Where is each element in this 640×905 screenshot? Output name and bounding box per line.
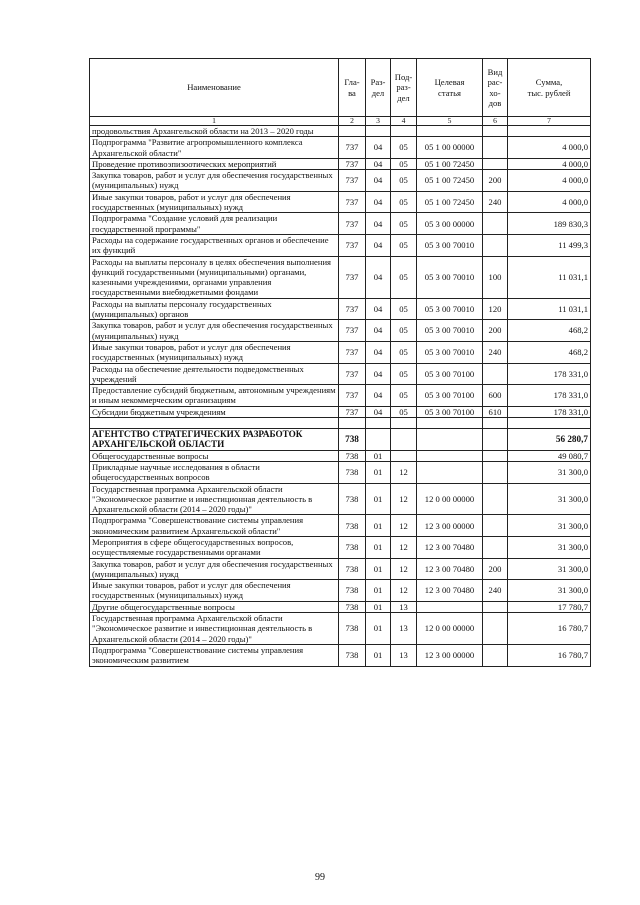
row-section: 04 xyxy=(366,320,391,342)
table-row xyxy=(90,536,591,558)
row-target-article: 05 3 00 70010 xyxy=(417,320,483,342)
row-name: Иные закупки товаров, работ и услуг для обеспечения государственных (муниципальных) нужд xyxy=(90,580,339,602)
row-name: Государственная программа Архангельской области "Экономическое развитие и инвестиционная деятельность в Архангельской области (2014 – 2020 годы)" xyxy=(90,613,339,645)
row-expense-type xyxy=(483,601,508,612)
row-expense-type: 240 xyxy=(483,580,508,602)
row-amount xyxy=(508,126,591,137)
row-target-article: 05 3 00 70010 xyxy=(417,234,483,256)
row-subsection: 05 xyxy=(391,298,417,320)
row-target-article xyxy=(417,450,483,461)
row-chapter: 737 xyxy=(339,158,366,169)
row-name: Закупка товаров, работ и услуг для обеспечения государственных (муниципальных) нужд xyxy=(90,170,339,192)
row-chapter: 738 xyxy=(339,483,366,515)
row-chapter: 738 xyxy=(339,450,366,461)
row-section: 01 xyxy=(366,580,391,602)
header-expense-type: Вид рас- хо- дов xyxy=(483,59,508,117)
table-row xyxy=(90,191,591,213)
row-target-article: 12 3 00 70480 xyxy=(417,558,483,580)
row-subsection xyxy=(391,429,417,451)
table-row xyxy=(90,418,591,429)
table-row xyxy=(90,126,591,137)
row-expense-type xyxy=(483,536,508,558)
row-target-article xyxy=(417,461,483,483)
row-expense-type xyxy=(483,429,508,451)
row-target-article xyxy=(417,418,483,429)
row-section xyxy=(366,126,391,137)
table-row xyxy=(90,580,591,602)
row-target-article: 12 0 00 00000 xyxy=(417,483,483,515)
row-target-article: 05 3 00 70100 xyxy=(417,406,483,417)
page-number: 99 xyxy=(315,872,325,883)
row-expense-type: 120 xyxy=(483,298,508,320)
row-chapter: 738 xyxy=(339,644,366,666)
row-target-article: 05 3 00 00000 xyxy=(417,213,483,235)
row-section: 01 xyxy=(366,601,391,612)
row-chapter: 738 xyxy=(339,461,366,483)
row-chapter: 737 xyxy=(339,320,366,342)
column-number: 4 xyxy=(391,117,417,126)
row-section: 01 xyxy=(366,644,391,666)
row-subsection: 05 xyxy=(391,137,417,159)
table-row xyxy=(90,450,591,461)
row-subsection: 12 xyxy=(391,580,417,602)
row-section: 04 xyxy=(366,213,391,235)
row-section: 01 xyxy=(366,558,391,580)
row-expense-type xyxy=(483,418,508,429)
row-expense-type: 240 xyxy=(483,341,508,363)
row-name: Другие общегосударственные вопросы xyxy=(90,601,339,612)
row-section: 04 xyxy=(366,256,391,298)
row-amount: 4 000,0 xyxy=(508,191,591,213)
budget-table xyxy=(89,58,591,667)
row-name: Подпрограмма "Развитие агропромышленного комплекса Архангельской области" xyxy=(90,137,339,159)
row-expense-type: 610 xyxy=(483,406,508,417)
row-section: 04 xyxy=(366,406,391,417)
row-name: Проведение противоэпизоотических мероприятий xyxy=(90,158,339,169)
row-subsection: 13 xyxy=(391,601,417,612)
row-target-article: 05 3 00 70010 xyxy=(417,256,483,298)
table-row xyxy=(90,320,591,342)
row-subsection: 05 xyxy=(391,213,417,235)
row-section: 04 xyxy=(366,363,391,385)
row-amount: 4 000,0 xyxy=(508,158,591,169)
row-subsection: 05 xyxy=(391,158,417,169)
row-amount: 178 331,0 xyxy=(508,385,591,407)
column-number: 1 xyxy=(90,117,339,126)
row-chapter: 737 xyxy=(339,234,366,256)
row-subsection xyxy=(391,418,417,429)
row-amount: 11 031,1 xyxy=(508,256,591,298)
row-subsection: 05 xyxy=(391,191,417,213)
header-chapter: Гла- ва xyxy=(339,59,366,117)
row-amount: 31 300,0 xyxy=(508,580,591,602)
column-number: 5 xyxy=(417,117,483,126)
row-target-article: 12 3 00 70480 xyxy=(417,536,483,558)
row-section: 01 xyxy=(366,483,391,515)
row-amount: 189 830,3 xyxy=(508,213,591,235)
column-number: 2 xyxy=(339,117,366,126)
row-subsection: 05 xyxy=(391,320,417,342)
table-row xyxy=(90,406,591,417)
row-chapter: 737 xyxy=(339,137,366,159)
row-amount: 11 031,1 xyxy=(508,298,591,320)
row-amount: 31 300,0 xyxy=(508,515,591,537)
row-amount: 31 300,0 xyxy=(508,461,591,483)
row-amount: 468,2 xyxy=(508,320,591,342)
row-target-article: 05 3 00 70100 xyxy=(417,385,483,407)
row-section: 01 xyxy=(366,450,391,461)
row-name: Прикладные научные исследования в области общегосударственных вопросов xyxy=(90,461,339,483)
row-subsection: 05 xyxy=(391,385,417,407)
row-expense-type xyxy=(483,461,508,483)
row-target-article: 12 0 00 00000 xyxy=(417,613,483,645)
row-amount: 16 780,7 xyxy=(508,613,591,645)
row-name: АГЕНТСТВО СТРАТЕГИЧЕСКИХ РАЗРАБОТОК АРХАНГЕЛЬСКОЙ ОБЛАСТИ xyxy=(90,429,339,451)
row-target-article xyxy=(417,126,483,137)
row-section: 04 xyxy=(366,170,391,192)
row-expense-type xyxy=(483,613,508,645)
row-section: 04 xyxy=(366,158,391,169)
row-name: Расходы на выплаты персоналу государственных (муниципальных) органов xyxy=(90,298,339,320)
row-name: Подпрограмма "Создание условий для реализации государственной программы" xyxy=(90,213,339,235)
row-amount: 56 280,7 xyxy=(508,429,591,451)
row-target-article xyxy=(417,429,483,451)
row-subsection: 12 xyxy=(391,483,417,515)
table-row xyxy=(90,298,591,320)
row-amount: 4 000,0 xyxy=(508,137,591,159)
row-amount: 31 300,0 xyxy=(508,558,591,580)
row-section: 04 xyxy=(366,385,391,407)
row-expense-type xyxy=(483,213,508,235)
row-name: Государственная программа Архангельской области "Экономическое развитие и инвестиционная деятельность в Архангельской области (2014 – 2020 годы)" xyxy=(90,483,339,515)
row-section: 01 xyxy=(366,613,391,645)
row-expense-type: 200 xyxy=(483,170,508,192)
table-row xyxy=(90,483,591,515)
row-expense-type xyxy=(483,234,508,256)
row-section: 04 xyxy=(366,191,391,213)
row-chapter: 738 xyxy=(339,536,366,558)
row-section: 04 xyxy=(366,137,391,159)
row-chapter: 737 xyxy=(339,213,366,235)
table-row xyxy=(90,363,591,385)
row-chapter: 737 xyxy=(339,256,366,298)
row-section: 04 xyxy=(366,341,391,363)
row-name: продовольствия Архангельской области на 2013 – 2020 годы xyxy=(90,126,339,137)
row-amount: 11 499,3 xyxy=(508,234,591,256)
table-row xyxy=(90,515,591,537)
table-row xyxy=(90,234,591,256)
row-expense-type xyxy=(483,515,508,537)
row-target-article: 05 3 00 70100 xyxy=(417,363,483,385)
row-subsection: 12 xyxy=(391,461,417,483)
header-name: Наименование xyxy=(90,59,339,117)
column-number: 3 xyxy=(366,117,391,126)
row-section: 01 xyxy=(366,515,391,537)
table-row xyxy=(90,558,591,580)
row-name: Расходы на выплаты персоналу в целях обеспечения выполнения функций государственными (муниципальными) органами, казенными учреждениями, органами управления государственными внебюджетными фондами xyxy=(90,256,339,298)
row-target-article: 05 1 00 00000 xyxy=(417,137,483,159)
row-amount: 31 300,0 xyxy=(508,483,591,515)
row-chapter: 738 xyxy=(339,601,366,612)
row-subsection: 12 xyxy=(391,515,417,537)
table-row xyxy=(90,644,591,666)
row-chapter: 738 xyxy=(339,429,366,451)
row-expense-type: 200 xyxy=(483,558,508,580)
header-amount: Сумма, тыс. рублей xyxy=(508,59,591,117)
row-expense-type: 240 xyxy=(483,191,508,213)
row-expense-type xyxy=(483,137,508,159)
row-expense-type: 200 xyxy=(483,320,508,342)
row-subsection xyxy=(391,450,417,461)
column-number: 6 xyxy=(483,117,508,126)
table-row xyxy=(90,137,591,159)
table-row xyxy=(90,256,591,298)
row-expense-type xyxy=(483,450,508,461)
table-row xyxy=(90,341,591,363)
row-expense-type: 100 xyxy=(483,256,508,298)
row-name: Иные закупки товаров, работ и услуг для обеспечения государственных (муниципальных) нужд xyxy=(90,341,339,363)
row-subsection: 05 xyxy=(391,256,417,298)
row-name: Расходы на обеспечение деятельности подведомственных учреждений xyxy=(90,363,339,385)
row-expense-type xyxy=(483,126,508,137)
table-row xyxy=(90,213,591,235)
row-expense-type xyxy=(483,644,508,666)
row-target-article: 05 1 00 72450 xyxy=(417,191,483,213)
row-chapter: 737 xyxy=(339,385,366,407)
row-amount xyxy=(508,418,591,429)
row-chapter xyxy=(339,418,366,429)
row-chapter: 737 xyxy=(339,406,366,417)
row-section: 04 xyxy=(366,298,391,320)
column-number-row xyxy=(90,117,591,126)
row-section xyxy=(366,429,391,451)
row-subsection: 12 xyxy=(391,558,417,580)
table-row xyxy=(90,385,591,407)
row-expense-type xyxy=(483,483,508,515)
table-row xyxy=(90,158,591,169)
row-chapter: 737 xyxy=(339,191,366,213)
row-chapter: 738 xyxy=(339,613,366,645)
row-subsection: 05 xyxy=(391,170,417,192)
row-amount: 178 331,0 xyxy=(508,406,591,417)
row-chapter: 737 xyxy=(339,298,366,320)
row-chapter: 737 xyxy=(339,341,366,363)
table-row xyxy=(90,170,591,192)
row-target-article: 12 3 00 00000 xyxy=(417,644,483,666)
row-target-article: 05 1 00 72450 xyxy=(417,170,483,192)
row-target-article: 12 3 00 70480 xyxy=(417,580,483,602)
column-number: 7 xyxy=(508,117,591,126)
row-section: 01 xyxy=(366,461,391,483)
row-subsection: 12 xyxy=(391,536,417,558)
row-target-article: 05 3 00 70010 xyxy=(417,341,483,363)
row-target-article: 05 3 00 70010 xyxy=(417,298,483,320)
table-row xyxy=(90,429,591,451)
table-row xyxy=(90,461,591,483)
row-name: Закупка товаров, работ и услуг для обеспечения государственных (муниципальных) нужд xyxy=(90,320,339,342)
row-expense-type: 600 xyxy=(483,385,508,407)
table-row xyxy=(90,613,591,645)
row-amount: 178 331,0 xyxy=(508,363,591,385)
row-amount: 468,2 xyxy=(508,341,591,363)
row-chapter: 738 xyxy=(339,580,366,602)
row-subsection: 05 xyxy=(391,341,417,363)
row-amount: 17 780,7 xyxy=(508,601,591,612)
row-chapter: 738 xyxy=(339,558,366,580)
row-subsection: 13 xyxy=(391,613,417,645)
row-section: 01 xyxy=(366,536,391,558)
row-subsection: 13 xyxy=(391,644,417,666)
row-target-article xyxy=(417,601,483,612)
header-subsection: Под- раз- дел xyxy=(391,59,417,117)
row-subsection: 05 xyxy=(391,406,417,417)
row-name: Предоставление субсидий бюджетным, автономным учреждениям и иным некоммерческим организациям xyxy=(90,385,339,407)
row-subsection: 05 xyxy=(391,363,417,385)
header-section: Раз- дел xyxy=(366,59,391,117)
row-section xyxy=(366,418,391,429)
row-name: Иные закупки товаров, работ и услуг для обеспечения государственных (муниципальных) нужд xyxy=(90,191,339,213)
row-chapter: 738 xyxy=(339,515,366,537)
row-expense-type xyxy=(483,158,508,169)
row-name: Субсидии бюджетным учреждениям xyxy=(90,406,339,417)
row-name: Мероприятия в сфере общегосударственных вопросов, осуществляемые государственными органами xyxy=(90,536,339,558)
header-row xyxy=(90,59,591,117)
row-amount: 49 080,7 xyxy=(508,450,591,461)
row-section: 04 xyxy=(366,234,391,256)
row-subsection xyxy=(391,126,417,137)
table-row xyxy=(90,601,591,612)
row-name: Расходы на содержание государственных органов и обеспечение их функций xyxy=(90,234,339,256)
row-target-article: 12 3 00 00000 xyxy=(417,515,483,537)
header-target-article: Целевая статья xyxy=(417,59,483,117)
row-amount: 4 000,0 xyxy=(508,170,591,192)
row-chapter: 737 xyxy=(339,363,366,385)
row-amount: 16 780,7 xyxy=(508,644,591,666)
table-body xyxy=(90,126,591,667)
row-name: Общегосударственные вопросы xyxy=(90,450,339,461)
row-chapter: 737 xyxy=(339,170,366,192)
row-name: Подпрограмма "Совершенствование системы управления экономическим развитием xyxy=(90,644,339,666)
row-name: Подпрограмма "Совершенствование системы управления экономическим развитием Архангельской области" xyxy=(90,515,339,537)
row-expense-type xyxy=(483,363,508,385)
row-target-article: 05 1 00 72450 xyxy=(417,158,483,169)
row-amount: 31 300,0 xyxy=(508,536,591,558)
budget-sheet xyxy=(89,58,590,667)
row-subsection: 05 xyxy=(391,234,417,256)
row-name: Закупка товаров, работ и услуг для обеспечения государственных (муниципальных) нужд xyxy=(90,558,339,580)
row-name xyxy=(90,418,339,429)
row-chapter xyxy=(339,126,366,137)
